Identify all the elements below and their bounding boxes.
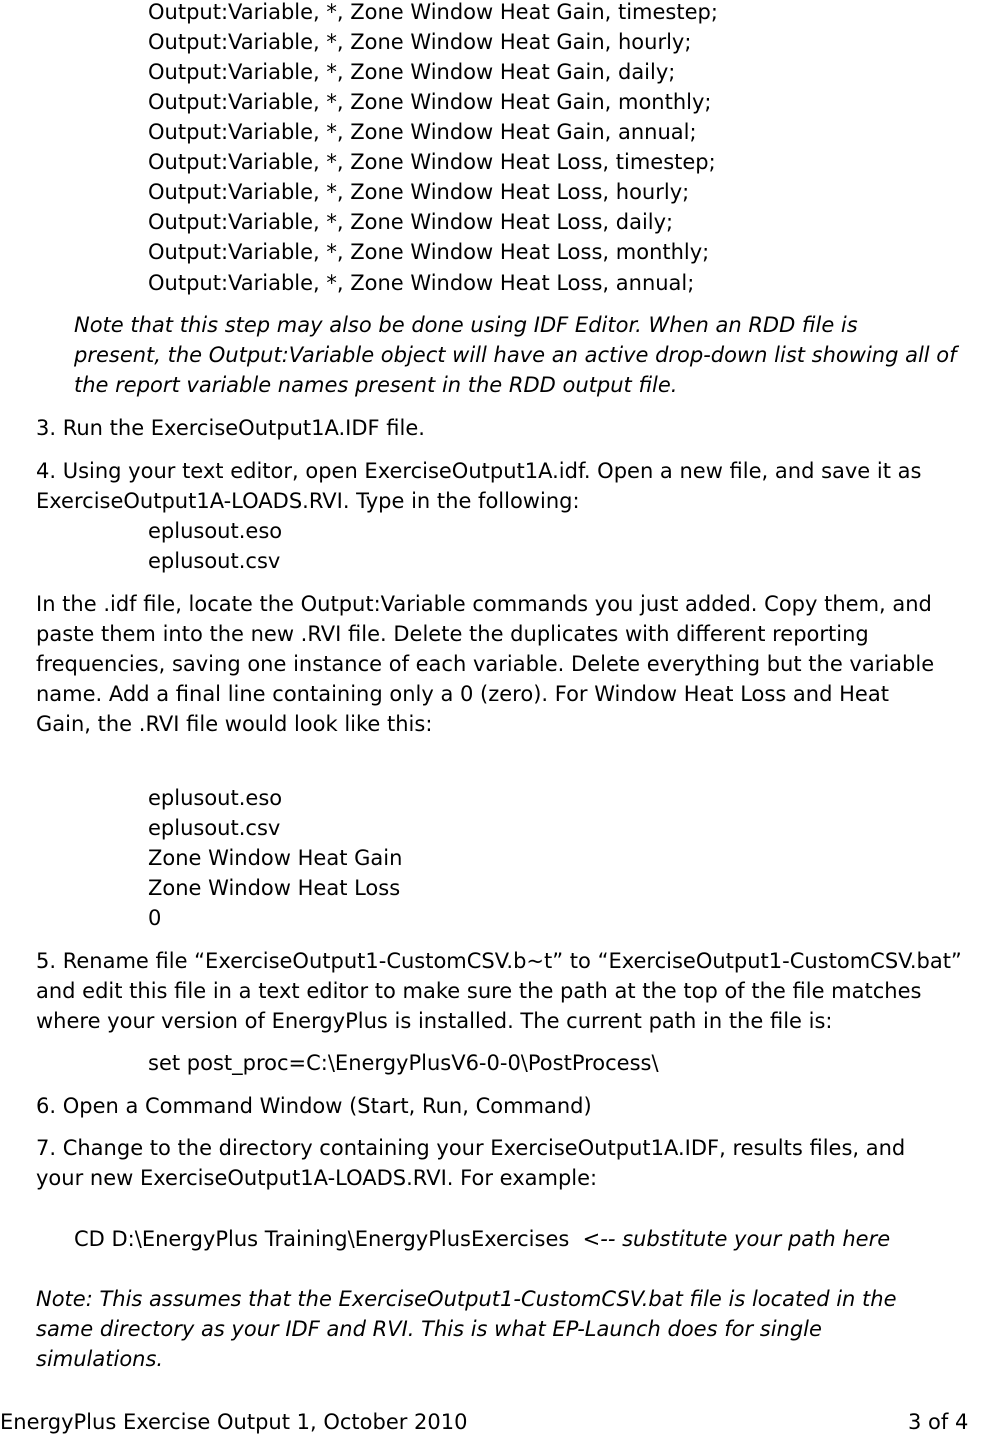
cd-command: CD D:\EnergyPlus Training\EnergyPlusExercises bbox=[74, 1227, 570, 1251]
step-4: 4. Using your text editor, open ExerciseOutput1A.idf. Open a new file, and save it as bbox=[36, 459, 922, 483]
step-6: 6. Open a Command Window (Start, Run, Command) bbox=[36, 1094, 592, 1118]
cd-command-line bbox=[74, 1224, 890, 1254]
output-variable-line: Output:Variable, *, Zone Window Heat Gain, hourly; bbox=[148, 30, 692, 54]
note-idf-editor: the report variable names present in the RDD output file. bbox=[74, 373, 678, 397]
output-variable-line: Output:Variable, *, Zone Window Heat Gain, annual; bbox=[148, 120, 697, 144]
step-4: ExerciseOutput1A-LOADS.RVI. Type in the following: bbox=[36, 489, 580, 513]
final-note: same directory as your IDF and RVI. This is what EP-Launch does for single bbox=[36, 1317, 822, 1341]
output-variable-line: Output:Variable, *, Zone Window Heat Loss, daily; bbox=[148, 210, 674, 234]
step-7: your new ExerciseOutput1A-LOADS.RVI. For example: bbox=[36, 1166, 598, 1190]
rvi-example-line: 0 bbox=[148, 906, 162, 930]
rvi-example-line: Zone Window Heat Gain bbox=[148, 846, 403, 870]
note-idf-editor: present, the Output:Variable object will have an active drop-down list showing all of bbox=[74, 343, 957, 367]
step-5: and edit this file in a text editor to make sure the path at the top of the file matches bbox=[36, 979, 922, 1003]
output-variable-line: Output:Variable, *, Zone Window Heat Gain, timestep; bbox=[148, 0, 718, 24]
instruction-line: frequencies, saving one instance of each variable. Delete everything but the variable bbox=[36, 652, 935, 676]
instruction-line: name. Add a final line containing only a 0 (zero). For Window Heat Loss and Heat bbox=[36, 682, 889, 706]
step-7: 7. Change to the directory containing your ExerciseOutput1A.IDF, results files, and bbox=[36, 1136, 906, 1160]
cd-hint: <-- substitute your path here bbox=[569, 1227, 891, 1251]
note-idf-editor: Note that this step may also be done using IDF Editor. When an RDD file is bbox=[74, 313, 858, 337]
set-path-command: set post_proc=C:\EnergyPlusV6-0-0\PostProcess\ bbox=[148, 1051, 659, 1075]
rvi-example-line: eplusout.csv bbox=[148, 816, 281, 840]
instruction-line: paste them into the new .RVI file. Delete the duplicates with different reporting bbox=[36, 622, 869, 646]
final-note: Note: This assumes that the ExerciseOutput1-CustomCSV.bat file is located in the bbox=[36, 1287, 897, 1311]
final-note: simulations. bbox=[36, 1347, 164, 1371]
rvi-header-line: eplusout.csv bbox=[148, 549, 281, 573]
footer-title: EnergyPlus Exercise Output 1, October 2010 bbox=[0, 1410, 468, 1434]
rvi-example-line: Zone Window Heat Loss bbox=[148, 876, 401, 900]
output-variable-line: Output:Variable, *, Zone Window Heat Loss, monthly; bbox=[148, 240, 710, 264]
output-variable-line: Output:Variable, *, Zone Window Heat Gain, monthly; bbox=[148, 90, 712, 114]
output-variable-line: Output:Variable, *, Zone Window Heat Loss, timestep; bbox=[148, 150, 716, 174]
rvi-example-line: eplusout.eso bbox=[148, 786, 283, 810]
rvi-header-line: eplusout.eso bbox=[148, 519, 283, 543]
instruction-line: In the .idf file, locate the Output:Variable commands you just added. Copy them, and bbox=[36, 592, 932, 616]
output-variable-line: Output:Variable, *, Zone Window Heat Loss, annual; bbox=[148, 271, 695, 295]
step-3: 3. Run the ExerciseOutput1A.IDF file. bbox=[36, 416, 425, 440]
output-variable-line: Output:Variable, *, Zone Window Heat Loss, hourly; bbox=[148, 180, 690, 204]
step-5: 5. Rename file “ExerciseOutput1-CustomCSV.b~t” to “ExerciseOutput1-CustomCSV.bat” bbox=[36, 949, 962, 973]
instruction-line: Gain, the .RVI file would look like this: bbox=[36, 712, 433, 736]
output-variable-line: Output:Variable, *, Zone Window Heat Gain, daily; bbox=[148, 60, 676, 84]
step-5: where your version of EnergyPlus is installed. The current path in the file is: bbox=[36, 1009, 833, 1033]
page-number: 3 of 4 bbox=[908, 1410, 969, 1434]
